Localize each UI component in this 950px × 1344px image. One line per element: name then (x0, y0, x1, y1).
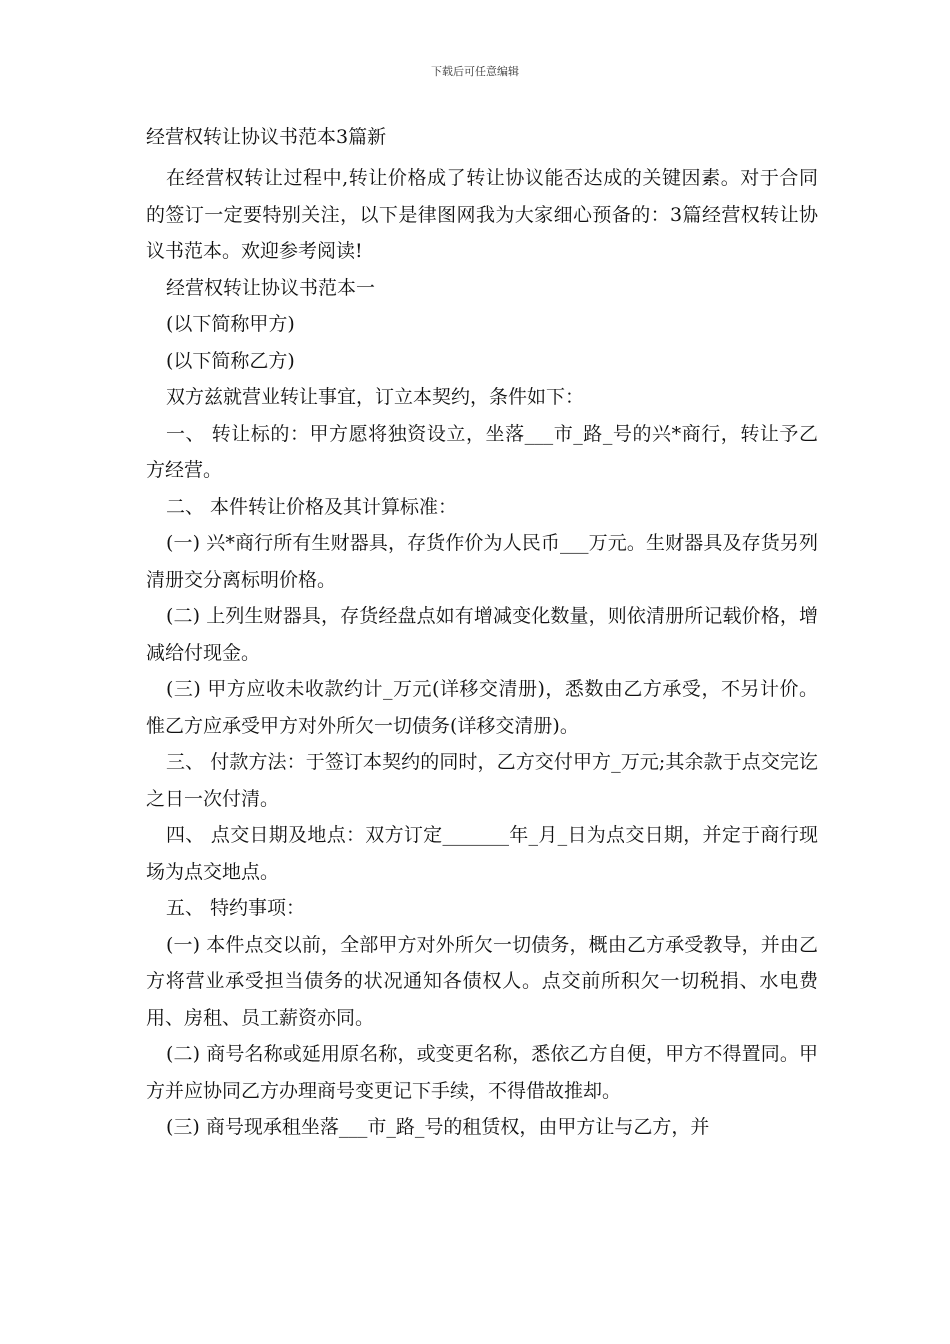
paragraph-clause-2-2: (二) 上列生财器具，存货经盘点如有增减变化数量，则依清册所记载价格，增减给付现金。 (146, 605, 818, 664)
paragraph-clause-5-3: (三) 商号现承租坐落___市_路_号的租赁权，由甲方让与乙方，并 (166, 1116, 710, 1138)
paragraph-intro: 在经营权转让过程中,转让价格成了转让协议能否达成的关键因素。对于合同的签订一定要特别关注，以下是律图网我为大家细心预备的：3篇经营权转让协议书范本。欢迎参考阅读! (146, 167, 818, 262)
paragraph-party-b: (以下简称乙方) (166, 349, 295, 372)
document-title: 经营权转让协议书范本3篇新 (146, 126, 387, 148)
paragraph-clause-5-1: (一) 本件点交以前，全部甲方对外所欠一切债务，概由乙方承受教导，并由乙方将营业承受担当债务的状况通知各债权人。点交前所积欠一切税捐、水电费用、房租、员工薪资亦同。 (146, 933, 818, 1029)
paragraph-clause-1: 一、 转让标的：甲方愿将独资设立，坐落___市_路_号的兴*商行，转让予乙方经营。 (146, 422, 818, 481)
paragraph-section-heading: 经营权转让协议书范本一 (166, 276, 376, 299)
paragraph-clause-4: 四、 点交日期及地点：双方订定_______年_月_日为点交日期，并定于商行现场为点交地点。 (146, 824, 818, 883)
paragraph-preamble: 双方兹就营业转让事宜，订立本契约，条件如下： (166, 386, 585, 408)
page-header: 下载后可任意编辑 (431, 65, 519, 78)
paragraph-clause-2-3: (三) 甲方应收未收款约计_万元(详移交清册)，悉数由乙方承受，不另计价。惟乙方应承受甲方对外所欠一切债务(详移交清册)。 (146, 678, 818, 737)
paragraph-clause-3: 三、 付款方法：于签订本契约的同时，乙方交付甲方_万元;其余款于点交完讫之日一次付清。 (146, 751, 818, 810)
paragraph-clause-5-2: (二) 商号名称或延用原名称，或变更名称，悉依乙方自便，甲方不得置同。甲方并应协同乙方办理商号变更记下手续，不得借故推却。 (146, 1043, 818, 1102)
paragraph-clause-2-1: (一) 兴*商行所有生财器具，存货作价为人民币___万元。生财器具及存货另列清册交分离标明价格。 (146, 532, 818, 591)
paragraph-clause-5: 五、 特约事项： (166, 897, 306, 919)
paragraph-party-a: (以下简称甲方) (166, 313, 295, 335)
paragraph-clause-2: 二、 本件转让价格及其计算标准： (166, 495, 458, 518)
document-body (146, 124, 818, 1146)
